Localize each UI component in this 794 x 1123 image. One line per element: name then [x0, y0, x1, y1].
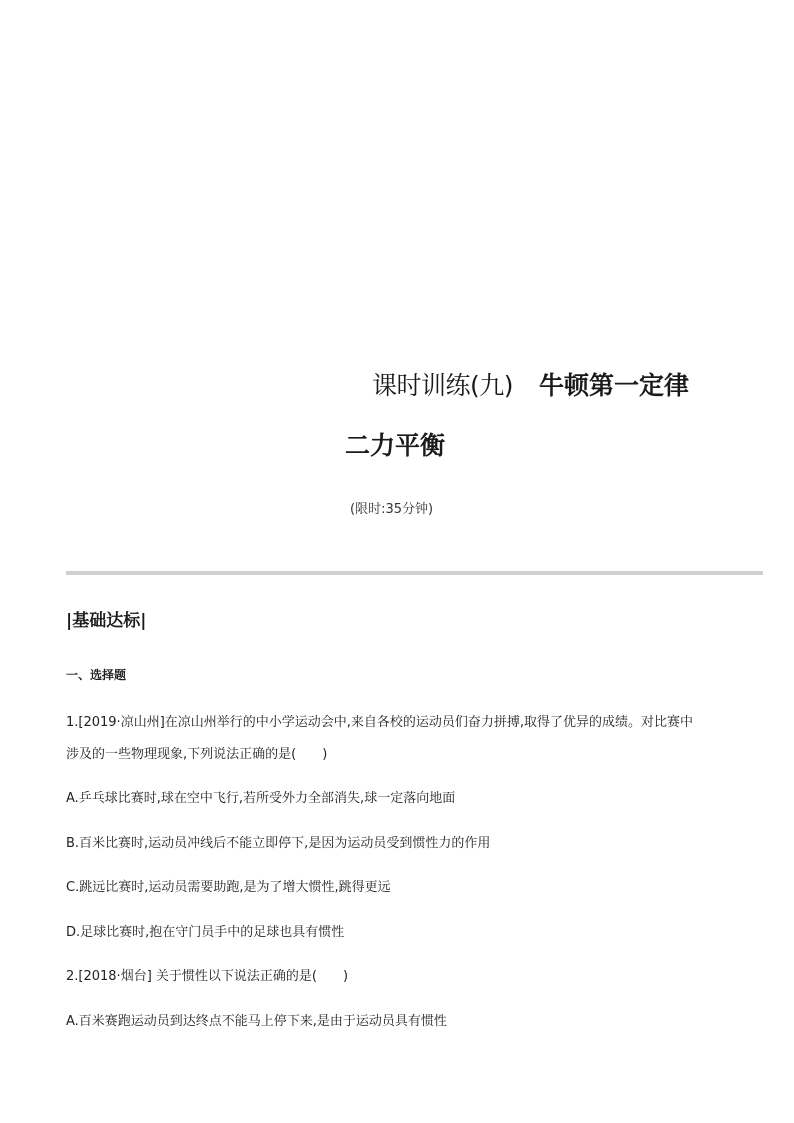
- question-2-stem: 2.[2018·烟台] 关于惯性以下说法正确的是( ): [66, 969, 349, 984]
- question-1-option-c: C.跳远比赛时,运动员需要助跑,是为了增大惯性,跳得更远: [66, 880, 391, 895]
- question-type-heading: 一、选择题: [66, 668, 127, 682]
- question-1-option-d: D.足球比赛时,抱在守门员手中的足球也具有惯性: [66, 925, 345, 940]
- question-2-option-a: A.百米赛跑运动员到达终点不能马上停下来,是由于运动员具有惯性: [66, 1014, 447, 1029]
- question-1-option-a: A.乒乓球比赛时,球在空中飞行,若所受外力全部消失,球一定落向地面: [66, 791, 456, 806]
- question-1-option-b: B.百米比赛时,运动员冲线后不能立即停下,是因为运动员受到惯性力的作用: [66, 836, 491, 851]
- title-prefix: 课时训练(九): [372, 371, 514, 400]
- divider: [66, 571, 763, 575]
- title-main: 牛顿第一定律: [539, 371, 690, 400]
- section-heading: |基础达标|: [66, 611, 147, 631]
- question-1-stem-line1: 1.[2019·凉山州]在凉山州举行的中小学运动会中,来自各校的运动员们奋力拼搏,取得了优异的成绩。对比赛中: [66, 715, 694, 730]
- time-limit: (限时:35分钟): [350, 502, 434, 517]
- question-1-stem-line2: 涉及的一些物理现象,下列说法正确的是( ): [66, 747, 328, 762]
- page-title-line2: 二力平衡: [345, 431, 446, 460]
- page-title: [372, 366, 689, 406]
